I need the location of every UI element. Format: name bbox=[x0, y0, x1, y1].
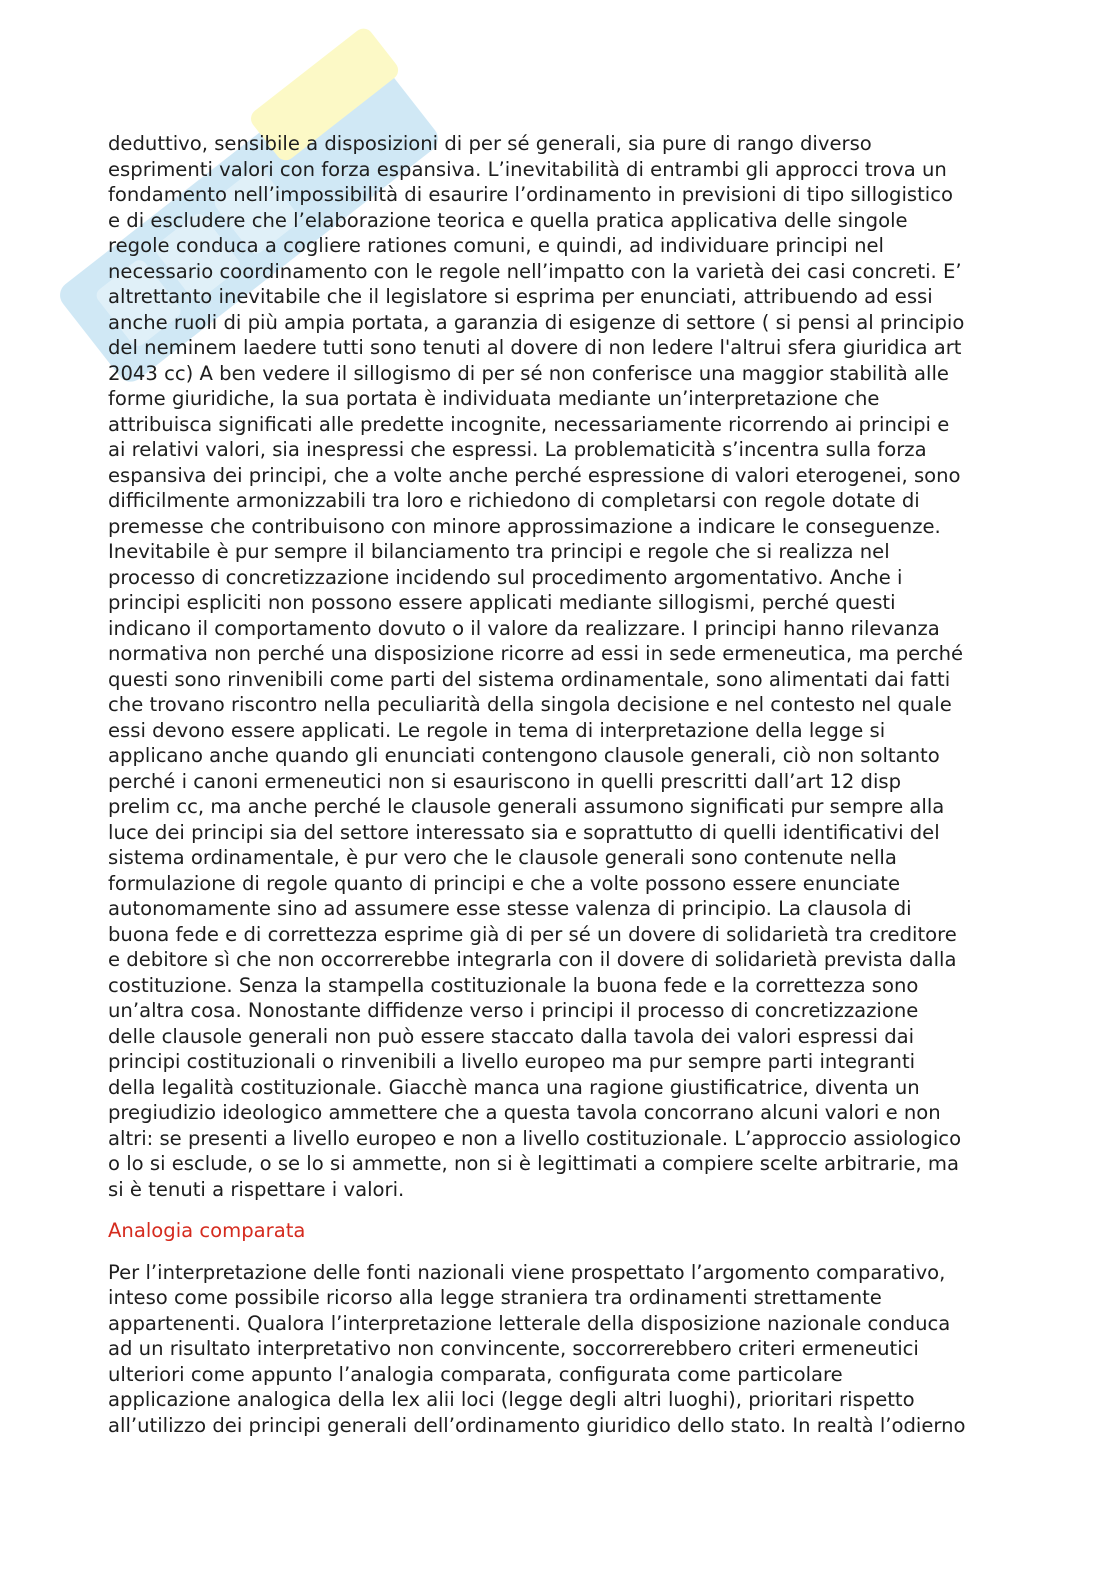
text-line: e debitore sì che non occorrerebbe integrarla con il dovere di solidarietà prevista dalla bbox=[108, 948, 957, 971]
text-line: principi costituzionali o rinvenibili a livello europeo ma pur sempre parti integranti bbox=[108, 1050, 916, 1073]
text-line: deduttivo, sensibile a disposizioni di per sé generali, sia pure di rango diverso bbox=[108, 132, 872, 155]
text-line: un’altra cosa. Nonostante diffidenze verso i principi il processo di concretizzazione bbox=[108, 999, 919, 1022]
text-line: applicazione analogica della lex alii loci (legge degli altri luoghi), prioritari rispetto bbox=[108, 1388, 915, 1411]
text-line: perché i canoni ermeneutici non si esauriscono in quelli prescritti dall’art 12 disp bbox=[108, 769, 902, 793]
text-line: ulteriori come appunto l’analogia comparata, configurata come particolare bbox=[108, 1362, 843, 1386]
text-line: Inevitabile è pur sempre il bilanciamento tra principi e regole che si realizza nel bbox=[108, 540, 890, 563]
text-line: difficilmente armonizzabili tra loro e richiedono di completarsi con regole dotate di bbox=[108, 489, 920, 512]
text-line: appartenenti. Qualora l’interpretazione letterale della disposizione nazionale conduca bbox=[108, 1311, 951, 1335]
text-line: processo di concretizzazione incidendo sul procedimento argomentativo. Anche i bbox=[108, 565, 903, 589]
text-line: anche ruoli di più ampia portata, a garanzia di esigenze di settore ( si pensi al principio bbox=[108, 310, 965, 334]
text-line: regole conduca a cogliere rationes comuni, e quindi, ad individuare principi nel bbox=[108, 234, 884, 257]
body-paragraph-2 bbox=[108, 1260, 1013, 1439]
text-line: o lo si esclude, o se lo si ammette, non si è legittimati a compiere scelte arbitrarie, ma bbox=[108, 1152, 959, 1175]
text-line: sistema ordinamentale, è pur vero che le clausole generali sono contenute nella bbox=[108, 846, 897, 869]
text-line: altrettanto inevitabile che il legislatore si esprima per enunciati, attribuendo ad essi bbox=[108, 285, 933, 308]
text-line: indicano il comportamento dovuto o il valore da realizzare. I principi hanno rilevanza bbox=[108, 616, 940, 640]
text-line: luce dei principi sia del settore interessato sia e soprattutto di quelli identificativi del bbox=[108, 820, 940, 844]
text-line: si è tenuti a rispettare i valori. bbox=[108, 1177, 405, 1201]
text-line: essi devono essere applicati. Le regole in tema di interpretazione della legge si bbox=[108, 718, 886, 742]
text-line: esprimenti valori con forza espansiva. L’inevitabilità di entrambi gli approcci trova un bbox=[108, 157, 947, 181]
text-line: inteso come possibile ricorso alla legge straniera tra ordinamenti strettamente bbox=[108, 1286, 882, 1309]
text-line: ai relativi valori, sia inespressi che espressi. La problematicità s’incentra sulla forza bbox=[108, 438, 927, 461]
text-line: 2043 cc) A ben vedere il sillogismo di per sé non conferisce una maggior stabilità alle bbox=[108, 361, 949, 385]
text-line: fondamento nell’impossibilità di esaurire l’ordinamento in previsioni di tipo sillogistico bbox=[108, 183, 954, 206]
text-line: delle clausole generali non può essere staccato dalla tavola dei valori espressi dai bbox=[108, 1024, 915, 1048]
text-line: necessario coordinamento con le regole nell’impatto con la varietà dei casi concreti. E’ bbox=[108, 259, 962, 283]
text-line: che trovano riscontro nella peculiarità della singola decisione e nel contesto nel quale bbox=[108, 693, 952, 716]
text-line: Per l’interpretazione delle fonti nazionali viene prospettato l’argomento comparativo, bbox=[108, 1260, 946, 1284]
document-body bbox=[108, 131, 1013, 1438]
text-line: principi espliciti non possono essere applicati mediante sillogismi, perché questi bbox=[108, 591, 896, 614]
text-line: del neminem laedere tutti sono tenuti al dovere di non ledere l'altrui sfera giuridica art bbox=[108, 336, 962, 359]
text-line: applicano anche quando gli enunciati contengono clausole generali, ciò non soltanto bbox=[108, 744, 940, 767]
text-line: della legalità costituzionale. Giacchè manca una ragione giustificatrice, diventa un bbox=[108, 1075, 920, 1099]
text-line: altri: se presenti a livello europeo e non a livello costituzionale. L’approccio assiologico bbox=[108, 1126, 962, 1150]
text-line: normativa non perché una disposizione ricorre ad essi in sede ermeneutica, ma perché bbox=[108, 642, 964, 665]
text-line: prelim cc, ma anche perché le clausole generali assumono significati pur sempre alla bbox=[108, 795, 945, 818]
text-line: forme giuridiche, la sua portata è individuata mediante un’interpretazione che bbox=[108, 387, 880, 410]
text-line: costituzione. Senza la stampella costituzionale la buona fede e la correttezza sono bbox=[108, 973, 919, 997]
text-line: autonomamente sino ad assumere esse stesse valenza di principio. La clausola di bbox=[108, 897, 912, 920]
body-paragraph-1 bbox=[108, 131, 1013, 1202]
text-line: buona fede e di correttezza esprime già di per sé un dovere di solidarietà tra creditore bbox=[108, 922, 957, 946]
text-line: pregiudizio ideologico ammettere che a questa tavola concorrano alcuni valori e non bbox=[108, 1101, 941, 1124]
text-line: attribuisca significati alle predette incognite, necessariamente ricorrendo ai principi e bbox=[108, 412, 950, 436]
text-line: espansiva dei principi, che a volte anche perché espressione di valori eterogenei, sono bbox=[108, 463, 961, 487]
text-line: ad un risultato interpretativo non convincente, soccorrerebbero criteri ermeneutici bbox=[108, 1337, 919, 1360]
text-line: e di escludere che l’elaborazione teorica e quella pratica applicativa delle singole bbox=[108, 208, 908, 232]
text-line: questi sono rinvenibili come parti del sistema ordinamentale, sono alimentati dai fatti bbox=[108, 667, 951, 691]
section-heading: Analogia comparata bbox=[108, 1219, 306, 1242]
text-line: all’utilizzo dei principi generali dell’ordinamento giuridico dello stato. In realtà l’odierno bbox=[108, 1413, 966, 1437]
text-line: formulazione di regole quanto di principi e che a volte possono essere enunciate bbox=[108, 871, 901, 895]
text-line: premesse che contribuisono con minore approssimazione a indicare le conseguenze. bbox=[108, 514, 941, 538]
